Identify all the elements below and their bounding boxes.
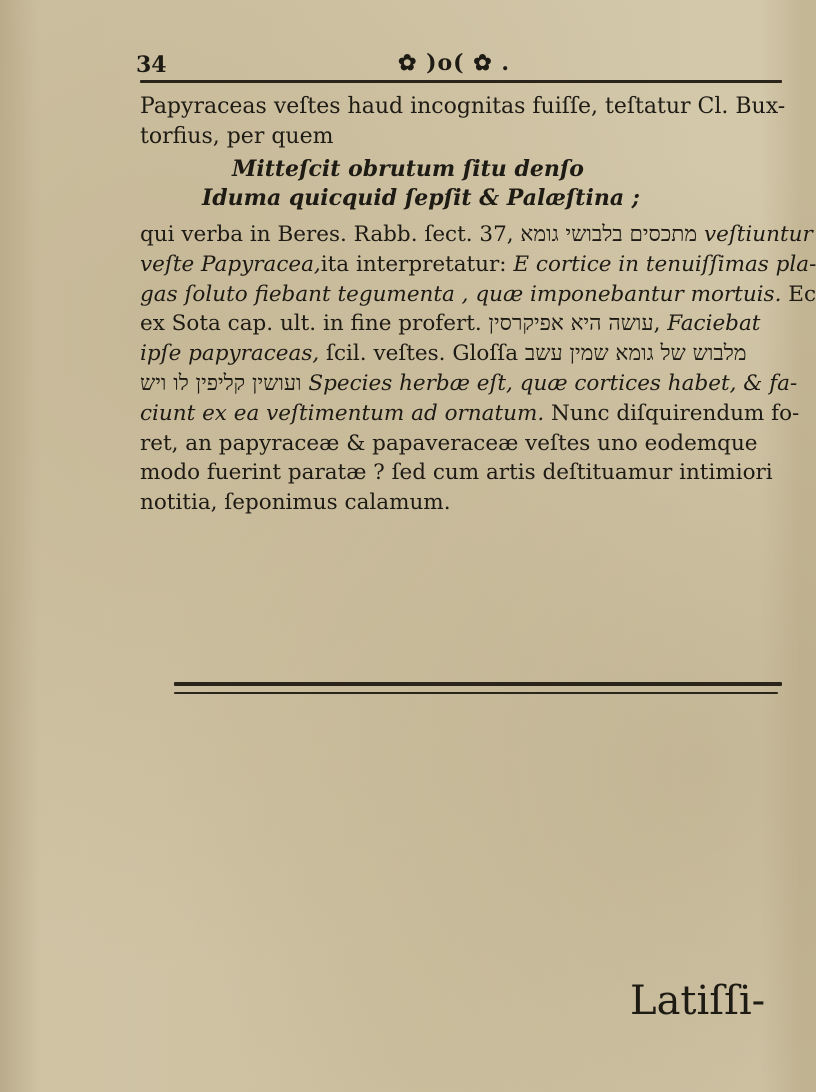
italic-text: veſtiuntur bbox=[703, 222, 813, 247]
body-line-4 bbox=[140, 309, 790, 339]
italic-text: ciunt ex ea veſtimentum ad ornatum. bbox=[140, 400, 545, 426]
italic-text: gas ſoluto fiebant tegumenta , quæ imponebantur mortuis. bbox=[140, 281, 782, 307]
hebrew-text: מתכסים בלבושי גומא bbox=[520, 222, 698, 247]
italic-text: veſte Papyracea, bbox=[140, 251, 321, 277]
header-ornament: ✿ )o( ✿ . bbox=[398, 50, 510, 76]
body-line-7 bbox=[140, 399, 800, 429]
text-run bbox=[697, 222, 704, 247]
header-rule bbox=[140, 80, 782, 83]
text-run: ſcil. veſtes. Gloſſa bbox=[319, 341, 525, 367]
hebrew-text: מלבוש של גומא שמין עשב bbox=[524, 341, 747, 367]
body-line-1 bbox=[140, 220, 813, 250]
italic-text: ipſe papyraceas, bbox=[140, 341, 320, 367]
verse-line-2: Iduma quicquid ſepſit & Palæſtina ; bbox=[202, 185, 640, 211]
text-run: qui verba in Beres. Rabb. ſect. 37, bbox=[140, 222, 521, 247]
hebrew-text: ועושין קליפין לו ויש bbox=[140, 370, 302, 396]
text-run: , bbox=[653, 311, 668, 337]
hebrew-text: עושה היא אפיקרסין bbox=[488, 311, 654, 337]
italic-text: E cortice in tenuiſſimas pla- bbox=[513, 251, 816, 277]
italic-text: Species herbæ eſt, quæ cortices habet, & fa- bbox=[308, 370, 798, 396]
verse-line-1: Mitteſcit obrutum ſitu denſo bbox=[232, 156, 584, 182]
intro-paragraph bbox=[140, 92, 790, 152]
section-rule bbox=[174, 682, 782, 686]
intro-line-2: torfius, per quem bbox=[140, 124, 334, 149]
italic-text: Faciebat bbox=[667, 311, 761, 337]
body-line-2 bbox=[140, 250, 816, 280]
body-line-8: ret, an papyraceæ & papaveraceæ veſtes uno eodemque bbox=[140, 430, 758, 456]
body-line-3 bbox=[140, 280, 816, 310]
body-line-5 bbox=[140, 339, 790, 369]
body-line-10: notitia, ſeponimus calamum. bbox=[140, 490, 451, 516]
body-line-6 bbox=[140, 369, 798, 399]
body-paragraph bbox=[140, 220, 816, 518]
text-run: ex Sota cap. ult. in fine profert. bbox=[140, 311, 489, 337]
intro-line-1: Papyraceas veſtes haud incognitas fuiſſe, teſtatur Cl. Bux- bbox=[140, 94, 786, 119]
section-rule-thin bbox=[174, 692, 778, 694]
text-run: Ec bbox=[781, 281, 816, 307]
text-run: Nunc diſquirendum fo- bbox=[544, 400, 800, 426]
page-number: 34 bbox=[136, 52, 167, 78]
text-run: ita interpretatur: bbox=[320, 251, 514, 277]
catchword: Latiſſi- bbox=[630, 978, 766, 1024]
body-line-9: modo fuerint paratæ ? ſed cum artis deſtituamur intimiori bbox=[140, 460, 773, 486]
